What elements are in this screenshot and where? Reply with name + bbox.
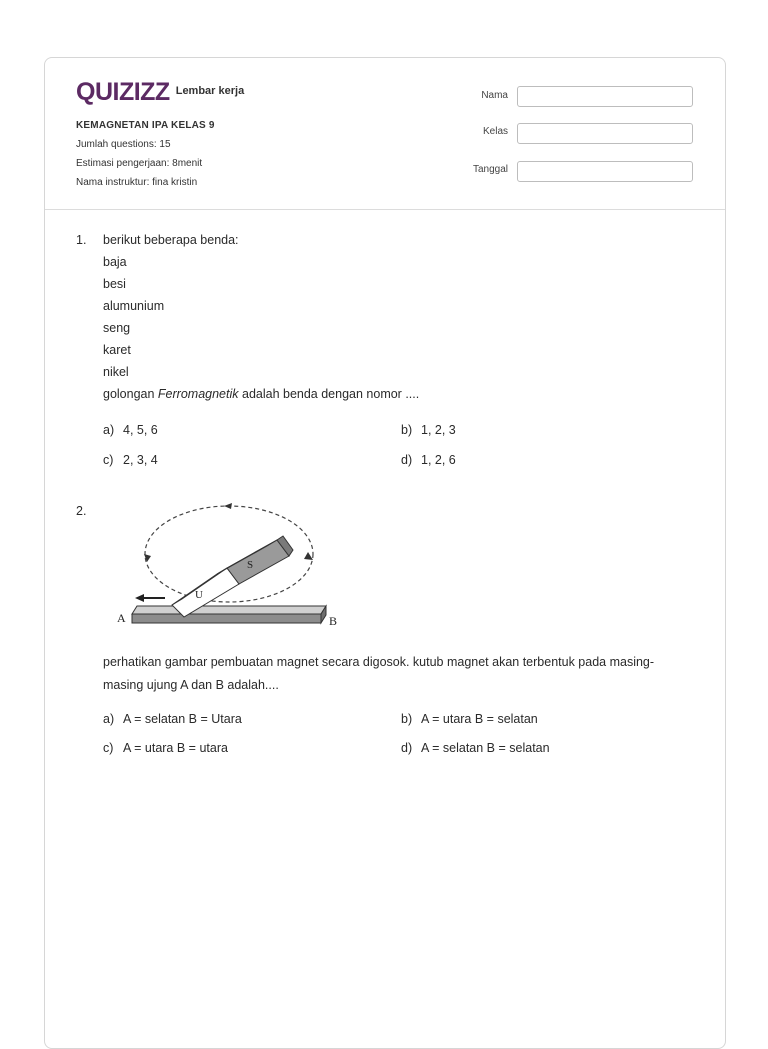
option-b[interactable] <box>401 712 538 726</box>
option-text: A = utara B = utara <box>123 741 228 755</box>
label-b: B <box>329 614 337 628</box>
question-line: baja <box>103 255 127 269</box>
option-b[interactable] <box>401 423 456 437</box>
worksheet-header <box>45 58 725 210</box>
prompt-italic-term: Ferromagnetik <box>157 387 239 401</box>
question-line: alumunium <box>103 299 165 313</box>
magnet-rubbing-figure <box>117 502 337 630</box>
question-prompt <box>103 387 419 401</box>
quizizz-logo <box>76 78 244 108</box>
option-label: d) <box>401 741 413 755</box>
logo-subtitle: Lembar kerja <box>175 85 245 97</box>
prompt-text: golongan <box>103 387 158 401</box>
option-label: a) <box>103 712 115 726</box>
instructor-name: Nama instruktur: fina kristin <box>76 177 198 188</box>
option-d[interactable] <box>401 741 550 755</box>
option-text: 2, 3, 4 <box>123 453 158 467</box>
question-line: perhatikan gambar pembuatan magnet secara digosok. kutub magnet akan terbentuk pada masing- <box>103 655 655 669</box>
worksheet-page <box>44 57 726 1049</box>
question-line: berikut beberapa benda: <box>103 233 239 247</box>
option-text: 1, 2, 6 <box>421 453 456 467</box>
option-text: 1, 2, 3 <box>421 423 456 437</box>
questions-count: Jumlah questions: 15 <box>76 139 171 150</box>
option-label: d) <box>401 453 413 467</box>
quiz-title: KEMAGNETAN IPA KELAS 9 <box>76 120 215 131</box>
option-c[interactable] <box>103 453 158 467</box>
option-text: A = selatan B = Utara <box>123 712 242 726</box>
arrow-icon <box>135 594 144 602</box>
quiz-meta <box>76 116 215 192</box>
option-text: 4, 5, 6 <box>123 423 158 437</box>
option-c[interactable] <box>103 741 228 755</box>
label-u: U <box>195 589 203 601</box>
prompt-text: adalah benda dengan nomor .... <box>238 387 420 401</box>
arrow-icon <box>224 503 232 509</box>
arrow-icon <box>304 552 313 560</box>
logo-wordmark: QUIZIZZ <box>76 78 170 106</box>
estimate-time: Estimasi pengerjaan: 8menit <box>76 158 203 169</box>
option-text: A = utara B = selatan <box>421 712 538 726</box>
option-label: b) <box>401 712 413 726</box>
option-label: c) <box>103 741 114 755</box>
question-number: 2. <box>76 504 87 518</box>
option-d[interactable] <box>401 453 456 467</box>
class-label: Kelas <box>482 126 508 137</box>
question-number: 1. <box>76 233 87 247</box>
date-label: Tanggal <box>472 164 508 175</box>
question-line: karet <box>103 343 131 357</box>
bar-top <box>132 606 326 614</box>
option-a[interactable] <box>103 423 158 437</box>
bar-front <box>132 614 321 623</box>
option-a[interactable] <box>103 712 242 726</box>
option-label: a) <box>103 423 115 437</box>
question-line: seng <box>103 321 131 335</box>
option-label: b) <box>401 423 413 437</box>
label-s: S <box>247 559 254 571</box>
name-field[interactable] <box>517 86 693 107</box>
question-line: nikel <box>103 365 129 379</box>
class-field[interactable] <box>517 123 693 144</box>
question-line: besi <box>103 277 126 291</box>
question-line: masing ujung A dan B adalah.... <box>103 678 279 692</box>
option-text: A = selatan B = selatan <box>421 741 550 755</box>
option-label: c) <box>103 453 114 467</box>
date-field[interactable] <box>517 161 693 182</box>
magnet-s-face <box>227 540 289 584</box>
label-a: A <box>117 611 126 625</box>
name-label: Nama <box>481 90 508 101</box>
